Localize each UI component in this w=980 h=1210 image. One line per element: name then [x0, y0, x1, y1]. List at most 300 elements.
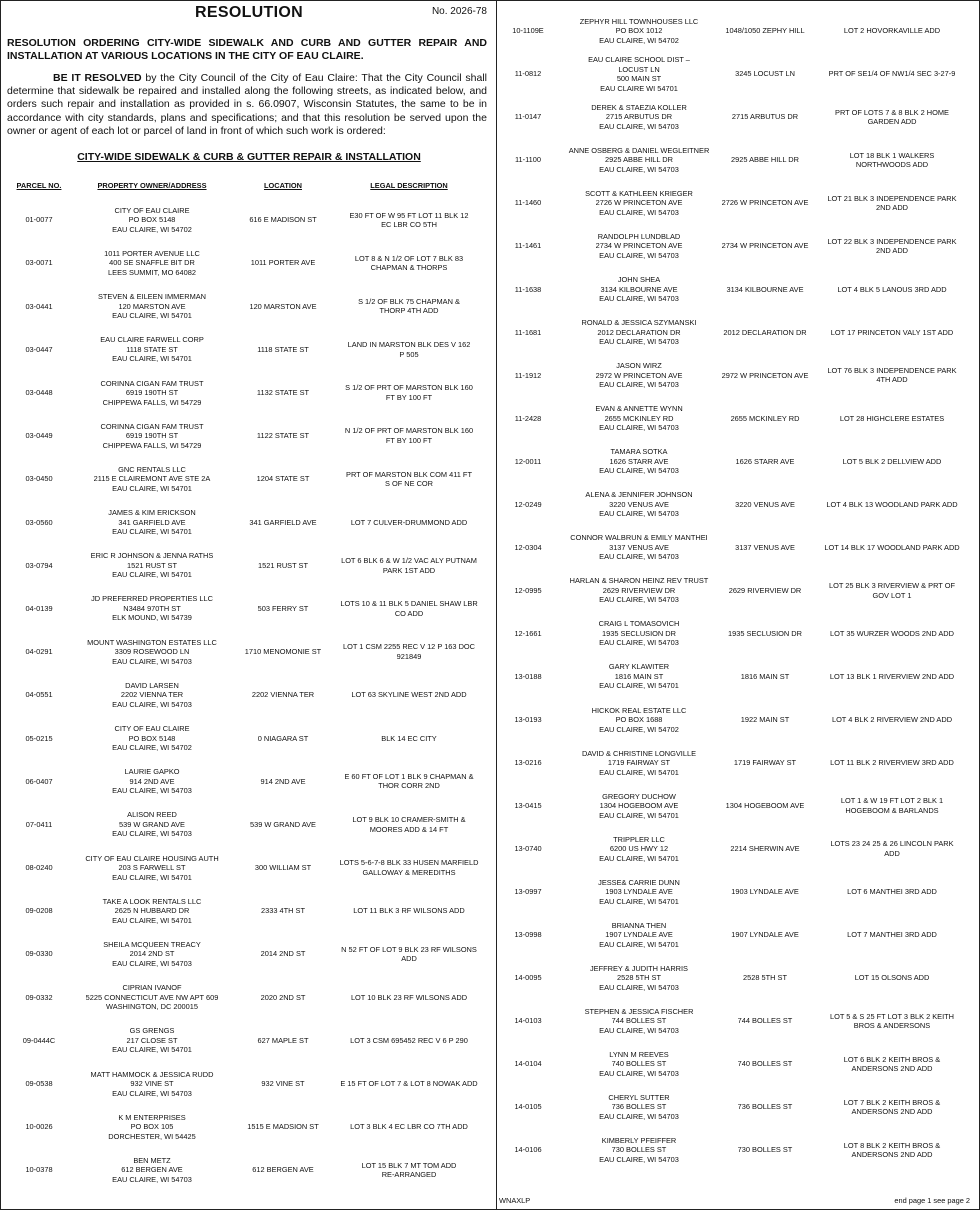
owner-cell-line: HARLAN & SHARON HEINZ REV TRUST	[569, 576, 709, 586]
location-cell	[719, 743, 811, 783]
location-cell-line: 1907 LYNDALE AVE	[731, 930, 799, 940]
resolution-heading: RESOLUTION ORDERING CITY-WIDE SIDEWALK AND CURB AND GUTTER REPAIR AND INSTALLATION AT VARIOUS LOCATIONS IN THE CITY OF EAU CLAIRE.	[7, 37, 487, 62]
parcel-cell	[7, 891, 71, 931]
owner-cell-line: 2629 RIVERVIEW DR	[602, 585, 676, 595]
legal-cell-line: LOT 1 CSM 2255 REC V 12 P 163 DOC	[343, 642, 475, 652]
header-location: LOCATION	[263, 181, 303, 190]
owner-cell	[559, 571, 719, 611]
legal-cell-line: LOT 1 & W 19 FT LOT 2 BLK 1	[840, 796, 944, 806]
owner-cell-line: EAU CLAIRE, WI 54701	[599, 939, 679, 949]
legal-cell-line: E 15 FT OF LOT 7 & LOT 8 NOWAK ADD	[340, 1079, 478, 1088]
owner-cell	[71, 848, 233, 888]
owner-cell-line: BEN METZ	[133, 1155, 171, 1165]
owner-cell-line: EAU CLAIRE, WI 54703	[112, 829, 192, 839]
parcel-cell	[7, 1021, 71, 1061]
owner-cell-line: 744 BOLLES ST	[611, 1016, 667, 1026]
location-cell-line: 1816 MAIN ST	[740, 671, 790, 681]
legal-cell-line: LOT 14 BLK 17 WOODLAND PARK ADD	[824, 542, 960, 552]
legal-cell-line: HOGEBOOM & BARLANDS	[845, 805, 939, 815]
parcel-cell-line: 05-0215	[25, 733, 53, 743]
owner-cell-line: SHEILA MCQUEEN TREACY	[103, 939, 201, 949]
location-cell	[719, 958, 811, 998]
parcel-cell-line: 03-0450	[25, 474, 53, 484]
parcel-cell	[7, 805, 71, 845]
owner-cell	[559, 657, 719, 697]
parcel-cell	[497, 786, 559, 826]
legal-cell-line: LOT 5 & S 25 FT LOT 3 BLK 2 KEITH	[829, 1011, 955, 1021]
owner-cell-line: 2655 MCKINLEY RD	[604, 413, 674, 423]
location-cell	[719, 1044, 811, 1084]
owner-cell-line: EAU CLAIRE, WI 54701	[112, 354, 192, 364]
owner-cell	[559, 54, 719, 94]
owner-cell-line: EAU CLAIRE, WI 54703	[599, 552, 679, 562]
legal-cell	[811, 1044, 973, 1084]
table-row	[7, 502, 491, 545]
owner-cell-line: 341 GARFIELD AVE	[118, 517, 186, 527]
parcel-cell-line: 11-1912	[514, 370, 542, 380]
owner-cell-line: JESSE& CARRIE DUNN	[598, 877, 680, 887]
owner-cell-line: TAMARA SOTKA	[610, 447, 668, 457]
owner-cell-line: EAU CLAIRE, WI 54701	[599, 767, 679, 777]
owner-cell	[559, 786, 719, 826]
legal-cell	[811, 571, 973, 611]
parcel-cell-line: 14-0095	[514, 973, 542, 983]
resolution-body	[7, 72, 487, 138]
legal-cell	[811, 398, 973, 438]
legal-cell-line: LOT 21 BLK 3 INDEPENDENCE PARK	[827, 193, 957, 203]
owner-cell-line: EAU CLAIRE, WI 54703	[599, 638, 679, 648]
owner-cell	[559, 528, 719, 568]
location-cell	[719, 11, 811, 51]
parcel-cell-line: 09-0444C	[22, 1035, 56, 1045]
owner-cell-line: 1907 LYNDALE AVE	[605, 930, 673, 940]
owner-cell-line: JOHN SHEA	[617, 275, 661, 285]
owner-cell-line: BRIANNA THEN	[611, 920, 667, 930]
location-cell-line: 2726 W PRINCETON AVE	[721, 198, 809, 208]
right-column	[496, 1, 976, 1210]
parcel-cell	[497, 1087, 559, 1127]
location-cell	[719, 1001, 811, 1041]
owner-cell-line: 500 MAIN ST	[616, 74, 662, 84]
location-cell-line: 2528 5TH ST	[743, 973, 787, 983]
legal-cell-line: LOT 25 BLK 3 RIVERVIEW & PRT OF	[829, 581, 955, 591]
parcel-cell-line: 03-0794	[25, 560, 53, 570]
parcel-cell	[7, 200, 71, 240]
location-cell-line: 2734 W PRINCETON AVE	[721, 241, 809, 251]
legal-cell-line: E 60 FT OF LOT 1 BLK 9 CHAPMAN &	[344, 771, 474, 781]
column-headers	[7, 181, 491, 193]
location-cell	[233, 589, 333, 629]
owner-cell-line: 730 BOLLES ST	[611, 1145, 667, 1155]
legal-cell	[333, 200, 485, 240]
parcel-cell-line: 14-0106	[514, 1145, 542, 1155]
location-cell	[233, 761, 333, 801]
owner-cell-line: EAU CLAIRE, WI 54703	[599, 380, 679, 390]
location-cell-line: 1118 STATE ST	[257, 344, 309, 354]
location-cell	[233, 891, 333, 931]
location-cell-line: 1515 E MADSION ST	[247, 1122, 319, 1132]
legal-cell-line: LOT 11 BLK 3 RF WILSONS ADD	[353, 906, 465, 916]
location-cell-line: 3134 KILBOURNE AVE	[726, 284, 804, 294]
owner-cell-line: GARY KLAWITER	[608, 662, 670, 672]
table-row	[497, 915, 977, 958]
legal-cell	[333, 718, 485, 758]
owner-cell-line: 1304 HOGEBOOM AVE	[599, 801, 679, 811]
legal-cell-line: LOT 76 BLK 3 INDEPENDENCE PARK	[827, 365, 957, 375]
parcel-cell-line: 03-0560	[25, 517, 53, 527]
legal-cell-line: LOT 18 BLK 1 WALKERS	[849, 150, 935, 160]
parcel-cell-line: 12-0304	[514, 542, 542, 552]
legal-cell-line: NORTHWOODS ADD	[855, 160, 929, 170]
header-owner: PROPERTY OWNER/ADDRESS	[97, 181, 207, 190]
owner-cell-line: EAU CLAIRE, WI 54703	[599, 294, 679, 304]
legal-cell-line: LOT 22 BLK 3 INDEPENDENCE PARK	[827, 236, 957, 246]
location-cell-line: 2014 2ND ST	[260, 949, 306, 959]
right-table	[497, 11, 977, 1173]
table-row	[497, 1044, 977, 1087]
parcel-cell	[7, 373, 71, 413]
owner-cell	[559, 226, 719, 266]
legal-cell	[333, 286, 485, 326]
location-cell-line: 740 BOLLES ST	[737, 1059, 793, 1069]
owner-cell-line: EAU CLAIRE, WI 54701	[599, 810, 679, 820]
owner-cell-line: CORINNA CIGAN FAM TRUST	[100, 378, 204, 388]
owner-cell-line: EAU CLAIRE, WI 54703	[599, 337, 679, 347]
legal-cell	[811, 915, 973, 955]
location-cell	[233, 330, 333, 370]
owner-cell-line: GREGORY DUCHOW	[602, 791, 676, 801]
location-cell-line: 1048/1050 ZEPHY HILL	[725, 26, 805, 36]
owner-cell-line: EAU CLAIRE, WI 54701	[599, 681, 679, 691]
table-row	[497, 528, 977, 571]
legal-cell	[811, 355, 973, 395]
legal-cell-line: ADD	[401, 954, 417, 964]
legal-cell-line: LOT 17 PRINCETON VALY 1ST ADD	[830, 327, 954, 337]
parcel-cell	[7, 243, 71, 283]
legal-cell-line: ANDERSONS 2ND ADD	[851, 1107, 933, 1117]
owner-cell-line: CIPRIAN IVANOF	[122, 983, 182, 993]
owner-cell	[71, 589, 233, 629]
location-cell	[719, 97, 811, 137]
owner-cell-line: TAKE A LOOK RENTALS LLC	[102, 896, 202, 906]
location-cell-line: 2925 ABBE HILL DR	[731, 155, 799, 165]
location-cell-line: 1122 STATE ST	[256, 431, 310, 441]
owner-cell-line: 1903 LYNDALE AVE	[605, 887, 673, 897]
parcel-cell-line: 13-0997	[514, 887, 542, 897]
owner-cell	[71, 286, 233, 326]
location-cell	[719, 657, 811, 697]
legal-cell-line: LOT 4 BLK 13 WOODLAND PARK ADD	[826, 499, 958, 509]
owner-cell-line: PO BOX 1012	[615, 26, 663, 36]
legal-cell-line: LAND IN MARSTON BLK DES V 162	[347, 340, 471, 350]
table-row	[7, 761, 491, 804]
legal-cell	[333, 761, 485, 801]
owner-cell-line: 1719 FAIRWAY ST	[607, 758, 671, 768]
owner-cell	[559, 355, 719, 395]
legal-cell-line: LOT 3 CSM 695452 REC V 6 P 290	[350, 1035, 468, 1045]
legal-cell	[811, 226, 973, 266]
owner-cell-line: CHERYL SUTTER	[608, 1092, 670, 1102]
owner-cell-line: EAU CLAIRE, WI 54703	[112, 1088, 192, 1098]
parcel-cell-line: 11-0812	[514, 69, 542, 79]
legal-cell-line: FT BY 100 FT	[385, 392, 433, 402]
location-cell-line: 1719 FAIRWAY ST	[733, 758, 797, 768]
owner-cell	[71, 200, 233, 240]
table-row	[497, 398, 977, 441]
location-cell	[719, 700, 811, 740]
location-cell	[719, 269, 811, 309]
legal-cell	[333, 1064, 485, 1104]
legal-cell	[811, 743, 973, 783]
owner-cell-line: JAMES & KIM ERICKSON	[108, 508, 196, 518]
legal-cell-line: LOT 7 BLK 2 KEITH BROS &	[843, 1097, 941, 1107]
owner-cell	[559, 872, 719, 912]
owner-cell-line: SCOTT & KATHLEEN KRIEGER	[585, 188, 693, 198]
location-cell	[719, 140, 811, 180]
table-row	[7, 286, 491, 329]
legal-cell	[811, 441, 973, 481]
parcel-cell	[497, 485, 559, 525]
owner-cell-line: 400 SE SNAFFLE BIT DR	[109, 258, 195, 268]
owner-cell-line: 6919 190TH ST	[125, 388, 179, 397]
location-cell	[233, 502, 333, 542]
legal-cell	[811, 1130, 973, 1170]
location-cell	[719, 829, 811, 869]
parcel-cell-line: 03-0441	[25, 301, 53, 311]
parcel-cell-line: 14-0104	[514, 1059, 542, 1069]
table-row	[497, 97, 977, 140]
parcel-cell	[7, 459, 71, 499]
location-cell	[719, 183, 811, 223]
parcel-cell	[7, 761, 71, 801]
owner-cell-line: 3134 KILBOURNE AVE	[600, 284, 678, 294]
parcel-cell	[497, 183, 559, 223]
parcel-cell	[497, 97, 559, 137]
parcel-cell-line: 11-0147	[514, 112, 542, 122]
owner-cell	[71, 1150, 233, 1190]
owner-cell	[71, 977, 233, 1017]
parcel-cell-line: 03-0448	[25, 388, 53, 397]
parcel-cell	[7, 546, 71, 586]
owner-cell-line: EAU CLAIRE, WI 54701	[112, 872, 192, 882]
location-cell	[233, 1021, 333, 1061]
location-cell-line: 1922 MAIN ST	[740, 715, 790, 724]
owner-cell	[71, 459, 233, 499]
owner-cell-line: 1816 MAIN ST	[614, 671, 664, 681]
table-row	[497, 657, 977, 700]
parcel-cell-line: 09-0330	[25, 949, 53, 959]
owner-cell	[71, 761, 233, 801]
owner-cell-line: EVAN & ANNETTE WYNN	[595, 404, 683, 414]
parcel-cell	[497, 312, 559, 352]
location-cell-line: 744 BOLLES ST	[737, 1016, 793, 1026]
location-cell-line: 3137 VENUS AVE	[735, 542, 795, 552]
owner-cell-line: K M ENTERPRISES	[118, 1112, 186, 1122]
parcel-cell	[497, 571, 559, 611]
owner-cell	[71, 546, 233, 586]
parcel-cell	[7, 977, 71, 1017]
parcel-cell-line: 12-0011	[514, 456, 542, 466]
parcel-cell-line: 08-0240	[25, 863, 53, 873]
legal-cell	[811, 269, 973, 309]
legal-cell	[811, 528, 973, 568]
owner-cell-line: 2726 W PRINCETON AVE	[595, 198, 683, 208]
legal-cell-line: N 1/2 OF PRT OF MARSTON BLK 160	[344, 426, 474, 436]
owner-cell-line: EAU CLAIRE, WI 54703	[599, 1025, 679, 1035]
page-title: RESOLUTION	[195, 4, 303, 21]
location-cell	[233, 675, 333, 715]
legal-cell-line: LOT 8 & N 1/2 OF LOT 7 BLK 83	[354, 253, 464, 263]
legal-cell	[333, 632, 485, 672]
location-cell	[719, 312, 811, 352]
legal-cell-line: 2ND ADD	[875, 246, 909, 256]
table-row	[7, 675, 491, 718]
owner-cell-line: 914 2ND AVE	[129, 776, 175, 786]
parcel-cell-line: 06-0407	[25, 776, 53, 786]
table-row	[497, 441, 977, 484]
owner-cell-line: DEREK & STAEZIA KOLLER	[591, 102, 687, 112]
owner-cell-line: LAURIE GAPKO	[124, 767, 180, 777]
owner-cell	[559, 398, 719, 438]
legal-cell	[333, 546, 485, 586]
owner-cell-line: EAU CLAIRE, WI 54703	[112, 786, 192, 796]
owner-cell	[559, 269, 719, 309]
owner-cell-line: EAU CLAIRE, WI 54703	[599, 509, 679, 519]
table-row	[497, 140, 977, 183]
owner-cell-line: GNC RENTALS LLC	[118, 464, 186, 474]
legal-cell-line: LOTS 23 24 25 & 26 LINCOLN PARK	[830, 839, 954, 849]
parcel-cell	[7, 1150, 71, 1190]
owner-cell-line: EAU CLAIRE, WI 54703	[599, 1154, 679, 1164]
owner-cell-line: EAU CLAIRE, WI 54703	[599, 423, 679, 433]
table-row	[7, 416, 491, 459]
owner-cell-line: CITY OF EAU CLAIRE	[114, 205, 190, 215]
owner-cell-line: STEPHEN & JESSICA FISCHER	[584, 1006, 694, 1016]
parcel-cell	[7, 848, 71, 888]
owner-cell-line: EAU CLAIRE, WI 54702	[599, 724, 679, 734]
location-cell	[233, 718, 333, 758]
table-row	[7, 200, 491, 243]
owner-cell-line: RANDOLPH LUNDBLAD	[597, 231, 681, 241]
table-row	[497, 355, 977, 398]
legal-cell	[333, 502, 485, 542]
location-cell-line: 914 2ND AVE	[260, 776, 306, 786]
location-cell-line: 3245 LOCUST LN	[735, 69, 795, 79]
location-cell	[233, 286, 333, 326]
owner-cell	[71, 243, 233, 283]
location-cell	[233, 373, 333, 413]
table-row	[497, 700, 977, 743]
table-row	[7, 459, 491, 502]
legal-cell-line: S 1/2 OF BLK 75 CHAPMAN &	[358, 296, 460, 306]
parcel-cell	[7, 632, 71, 672]
legal-cell	[333, 805, 485, 845]
legal-cell-line: LOT 2 HOVORKAVILLE ADD	[843, 26, 941, 36]
parcel-cell	[7, 330, 71, 370]
parcel-cell-line: 14-0105	[514, 1102, 542, 1112]
location-cell-line: 1710 MENOMONIE ST	[244, 647, 322, 657]
location-cell	[233, 1107, 333, 1147]
location-cell-line: 539 W GRAND AVE	[250, 819, 316, 829]
location-cell-line: 1903 LYNDALE AVE	[731, 887, 799, 897]
owner-cell-line: PO BOX 5148	[128, 733, 176, 743]
location-cell	[233, 632, 333, 672]
legal-cell-line: CHAPMAN & THORPS	[370, 263, 448, 273]
legal-cell	[811, 700, 973, 740]
owner-cell-line: MATT HAMMOCK & JESSICA RUDD	[90, 1069, 214, 1079]
parcel-cell	[497, 226, 559, 266]
legal-cell-line: CO ADD	[394, 608, 424, 618]
owner-cell-line: 740 BOLLES ST	[611, 1059, 667, 1069]
location-cell-line: 1304 HOGEBOOM AVE	[725, 801, 805, 811]
legal-cell-line: PRT OF MARSTON BLK COM 411 FT	[346, 469, 472, 479]
parcel-cell-line: 09-0538	[25, 1079, 53, 1088]
location-cell-line: 730 BOLLES ST	[737, 1145, 793, 1155]
parcel-cell-line: 12-0995	[514, 585, 542, 595]
parcel-cell	[7, 675, 71, 715]
location-cell-line: 932 VINE ST	[261, 1079, 305, 1088]
owner-cell-line: 2012 DECLARATION DR	[597, 327, 681, 337]
parcel-cell	[497, 355, 559, 395]
location-cell-line: 120 MARSTON AVE	[249, 301, 317, 311]
location-cell-line: 2020 2ND ST	[260, 992, 306, 1002]
legal-cell-line: LOT 6 MANTHEI 3RD ADD	[847, 887, 937, 897]
location-cell	[719, 398, 811, 438]
owner-cell-line: ALISON REED	[127, 810, 177, 820]
parcel-cell-line: 11-2428	[514, 413, 542, 423]
legal-cell-line: LOT 4 BLK 5 LANOUS 3RD ADD	[837, 284, 947, 294]
legal-cell	[333, 848, 485, 888]
owner-cell-line: 217 CLOSE ST	[126, 1035, 178, 1045]
location-cell	[233, 805, 333, 845]
owner-cell-line: EAU CLAIRE, WI 54703	[112, 699, 192, 709]
location-cell-line: 1204 STATE ST	[256, 474, 310, 484]
owner-cell-line: PO BOX 1688	[615, 715, 663, 724]
owner-cell	[559, 1130, 719, 1170]
parcel-cell-line: 01-0077	[25, 215, 53, 225]
table-row	[497, 1130, 977, 1173]
owner-cell-line: EAU CLAIRE, WI 54703	[112, 958, 192, 968]
location-cell-line: 1626 STARR AVE	[735, 456, 795, 466]
location-cell-line: 616 E MADISON ST	[249, 215, 317, 225]
owner-cell	[71, 1107, 233, 1147]
location-cell	[719, 915, 811, 955]
legal-cell-line: LOT 8 BLK 2 KEITH BROS &	[843, 1140, 941, 1150]
owner-cell-line: 3220 VENUS AVE	[609, 499, 669, 509]
location-cell	[719, 485, 811, 525]
footer-code: WNAXLP	[499, 1196, 531, 1205]
location-cell	[233, 934, 333, 974]
legal-cell-line: LOT 28 HIGHCLERE ESTATES	[839, 413, 945, 423]
owner-cell-line: EAU CLAIRE, WI 54703	[599, 1068, 679, 1078]
location-cell	[719, 786, 811, 826]
table-row	[7, 805, 491, 848]
owner-cell	[71, 416, 233, 456]
location-cell-line: 1011 PORTER AVE	[250, 258, 316, 268]
table-row	[497, 183, 977, 226]
owner-cell-line: 2734 W PRINCETON AVE	[595, 241, 683, 251]
parcel-cell	[497, 11, 559, 51]
table-row	[497, 1001, 977, 1044]
table-row	[7, 891, 491, 934]
owner-cell-line: 612 BERGEN AVE	[121, 1165, 183, 1175]
legal-cell	[811, 97, 973, 137]
owner-cell-line: 5225 CONNECTICUT AVE NW APT 609	[85, 992, 219, 1002]
table-row	[497, 614, 977, 657]
owner-cell	[559, 958, 719, 998]
owner-cell-line: ERIC R JOHNSON & JENNA RATHS	[90, 551, 214, 561]
location-cell-line: 2214 SHERWIN AVE	[730, 844, 800, 854]
